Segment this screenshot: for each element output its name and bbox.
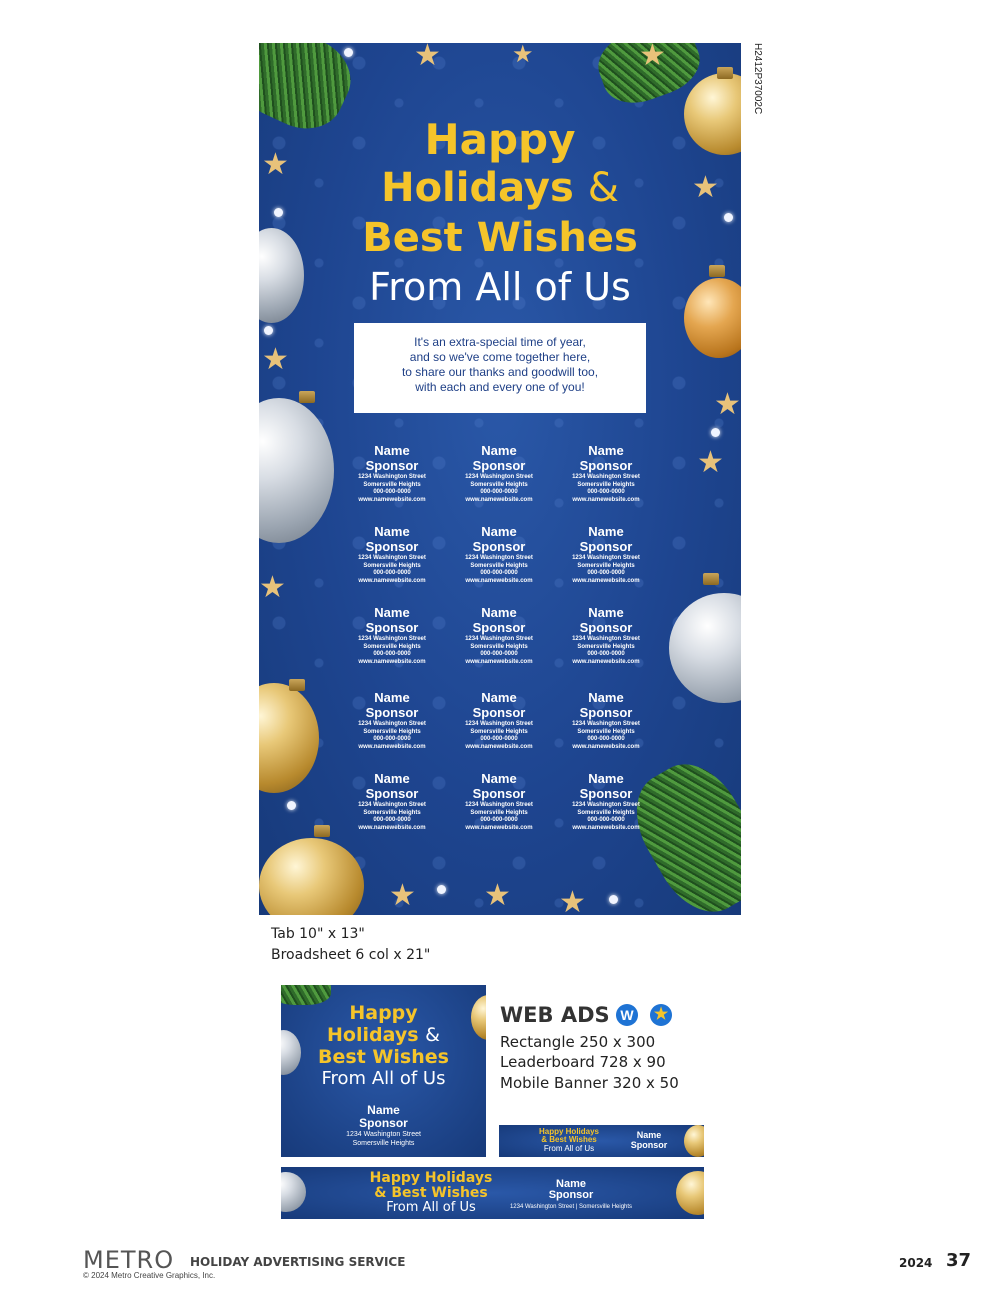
sponsor-phone: 000-000-0000 — [373, 489, 411, 495]
star-icon: ★ — [262, 148, 289, 181]
web-ad-mobile-banner — [499, 1125, 704, 1157]
sponsor-street: 1234 Washington Street — [358, 555, 426, 561]
sponsor-listing — [556, 771, 656, 832]
sponsor-street: 1234 Washington Street — [358, 636, 426, 642]
sponsor-name: Name — [588, 443, 624, 458]
sponsor-title: Sponsor — [472, 786, 526, 801]
size-leaderboard: Leaderboard 728 x 90 — [500, 1053, 666, 1071]
star-icon: ★ — [414, 43, 441, 72]
main-ad — [259, 43, 741, 915]
sponsor-city: Somersville Heights — [363, 643, 421, 650]
leader-headline-3: From All of Us — [386, 1200, 476, 1215]
web-ad-rectangle — [281, 985, 486, 1157]
sponsor-title: Sponsor — [365, 620, 419, 635]
star-icon: ★ — [692, 171, 719, 204]
sponsor-website: www.namewebsite.com — [465, 824, 533, 831]
sponsor-city: Somersville Heights — [363, 481, 421, 488]
star-icon: ★ — [389, 879, 416, 912]
sponsor-website: www.namewebsite.com — [358, 824, 426, 831]
sponsor-street: 1234 Washington Street — [572, 636, 640, 642]
sponsor-street: 1234 Washington Street — [572, 555, 640, 561]
sponsor-name: Name — [588, 524, 624, 539]
sponsor-name: Name — [481, 605, 517, 620]
rect-sponsor-title: Sponsor — [359, 1116, 408, 1130]
footer-year: 2024 — [899, 1256, 933, 1270]
sponsor-city: Somersville Heights — [577, 809, 635, 816]
sponsor-listing — [449, 690, 549, 751]
sponsor-website: www.namewebsite.com — [572, 577, 640, 584]
mobile-sponsor-title: Sponsor — [630, 1140, 668, 1150]
mobile-sponsor-name: Name — [636, 1130, 662, 1140]
gold-ornament — [676, 1171, 704, 1215]
sponsor-title: Sponsor — [472, 620, 526, 635]
sponsor-name: Name — [481, 443, 517, 458]
star-icon: ★ — [484, 879, 511, 912]
sponsor-title: Sponsor — [365, 705, 419, 720]
headline-from-all-of-us: From All of Us — [369, 265, 631, 309]
sponsor-website: www.namewebsite.com — [572, 496, 640, 503]
sponsor-phone: 000-000-0000 — [480, 817, 518, 823]
sponsor-title: Sponsor — [579, 705, 633, 720]
sponsor-name: Name — [588, 605, 624, 620]
rect-headline-holidays — [281, 1024, 486, 1046]
sponsor-name: Name — [374, 524, 410, 539]
star-icon: ★ — [714, 388, 741, 421]
sponsor-city: Somersville Heights — [363, 809, 421, 816]
sponsor-phone: 000-000-0000 — [587, 489, 625, 495]
message-box — [354, 323, 646, 413]
star-badge-icon: ★ — [650, 1004, 672, 1026]
snow-dot — [437, 885, 446, 894]
sponsor-street: 1234 Washington Street — [572, 802, 640, 808]
sponsor-city: Somersville Heights — [577, 643, 635, 650]
sponsor-phone: 000-000-0000 — [587, 651, 625, 657]
snow-dot — [344, 48, 353, 57]
sponsor-phone: 000-000-0000 — [480, 651, 518, 657]
web-ad-leaderboard — [281, 1167, 704, 1219]
sponsor-listing — [342, 524, 442, 585]
sponsor-name: Name — [374, 605, 410, 620]
rect-ampersand: & — [425, 1024, 440, 1046]
sponsor-listing — [342, 605, 442, 666]
star-icon: ★ — [639, 43, 666, 72]
sponsor-website: www.namewebsite.com — [465, 658, 533, 665]
star-icon: ★ — [559, 886, 586, 915]
headline-happy: Happy — [424, 115, 576, 164]
sponsor-listing — [449, 771, 549, 832]
sponsor-website: www.namewebsite.com — [358, 496, 426, 503]
page-number: 37 — [946, 1250, 972, 1271]
sponsor-title: Sponsor — [365, 458, 419, 473]
sponsor-website: www.namewebsite.com — [572, 824, 640, 831]
rect-city: Somersville Heights — [352, 1140, 415, 1147]
sponsor-city: Somersville Heights — [470, 643, 528, 650]
mobile-headline-1: Happy Holidays — [538, 1127, 599, 1136]
sponsor-listing — [342, 443, 442, 504]
sponsor-street: 1234 Washington Street — [465, 474, 533, 480]
sponsor-city: Somersville Heights — [470, 481, 528, 488]
sponsor-name: Name — [481, 771, 517, 786]
rect-headline-best-wishes: Best Wishes — [318, 1046, 449, 1068]
sponsor-website: www.namewebsite.com — [465, 496, 533, 503]
sponsor-title: Sponsor — [579, 539, 633, 554]
mobile-headline-2: & Best Wishes — [541, 1135, 597, 1144]
sponsor-listing — [449, 524, 549, 585]
sponsor-website: www.namewebsite.com — [358, 743, 426, 750]
product-code: H2412P37002C — [752, 43, 763, 115]
rect-holidays-text: Holidays — [327, 1024, 419, 1046]
sponsor-city: Somersville Heights — [577, 562, 635, 569]
sponsor-title: Sponsor — [365, 539, 419, 554]
star-icon: ★ — [512, 43, 534, 68]
sponsor-title: Sponsor — [472, 458, 526, 473]
message-line: It's an extra-special time of year, — [414, 335, 586, 349]
metro-logo: METRO — [83, 1246, 175, 1274]
sponsor-street: 1234 Washington Street — [465, 802, 533, 808]
snow-dot — [287, 801, 296, 810]
sponsor-street: 1234 Washington Street — [358, 474, 426, 480]
size-mobile-banner: Mobile Banner 320 x 50 — [500, 1074, 679, 1092]
leader-headline-2: & Best Wishes — [374, 1185, 488, 1201]
ornament-cap — [717, 67, 733, 79]
sponsor-phone: 000-000-0000 — [373, 570, 411, 576]
sponsor-listing — [449, 605, 549, 666]
sponsor-title: Sponsor — [579, 458, 633, 473]
silver-ornament — [281, 1172, 306, 1212]
sponsor-city: Somersville Heights — [577, 481, 635, 488]
service-name: HOLIDAY ADVERTISING SERVICE — [190, 1255, 406, 1269]
rect-street: 1234 Washington Street — [346, 1131, 421, 1138]
sponsor-title: Sponsor — [472, 539, 526, 554]
headline-best-wishes: Best Wishes — [362, 215, 638, 261]
star-icon: ★ — [262, 343, 289, 376]
headline-holidays-text: Holidays — [381, 165, 574, 211]
sponsor-listing — [556, 443, 656, 504]
sponsor-name: Name — [374, 690, 410, 705]
sponsor-title: Sponsor — [365, 786, 419, 801]
rect-sponsor-name: Name — [367, 1103, 400, 1117]
message-line: with each and every one of you! — [415, 380, 585, 394]
mobile-headline-3: From All of Us — [543, 1144, 595, 1153]
leader-headline-1: Happy Holidays — [369, 1170, 493, 1186]
sponsor-phone: 000-000-0000 — [373, 651, 411, 657]
sponsor-street: 1234 Washington Street — [358, 721, 426, 727]
sponsor-phone: 000-000-0000 — [480, 736, 518, 742]
rect-headline-from-all: From All of Us — [321, 1068, 446, 1089]
sponsor-title: Sponsor — [579, 620, 633, 635]
sponsor-name: Name — [588, 771, 624, 786]
sponsor-city: Somersville Heights — [470, 562, 528, 569]
sponsor-street: 1234 Washington Street — [465, 721, 533, 727]
snow-dot — [609, 895, 618, 904]
sponsor-phone: 000-000-0000 — [480, 489, 518, 495]
ornament-cap — [314, 825, 330, 837]
sponsor-name: Name — [481, 524, 517, 539]
size-rectangle: Rectangle 250 x 300 — [500, 1033, 656, 1051]
sponsor-name: Name — [481, 690, 517, 705]
sponsor-website: www.namewebsite.com — [358, 658, 426, 665]
sponsor-phone: 000-000-0000 — [373, 817, 411, 823]
sponsor-street: 1234 Washington Street — [465, 636, 533, 642]
sponsor-listing — [556, 605, 656, 666]
sponsor-listing — [556, 690, 656, 751]
message-line: and so we've come together here, — [409, 350, 591, 364]
sponsor-website: www.namewebsite.com — [358, 577, 426, 584]
sponsor-website: www.namewebsite.com — [572, 658, 640, 665]
sponsor-website: www.namewebsite.com — [465, 577, 533, 584]
sponsor-website: www.namewebsite.com — [572, 743, 640, 750]
sponsor-city: Somersville Heights — [363, 728, 421, 735]
web-ads-title: WEB ADS — [500, 1003, 610, 1027]
sponsor-street: 1234 Washington Street — [572, 474, 640, 480]
gold-ornament — [684, 1125, 704, 1157]
sponsor-phone: 000-000-0000 — [480, 570, 518, 576]
sponsor-street: 1234 Washington Street — [572, 721, 640, 727]
sponsor-name: Name — [374, 771, 410, 786]
snow-dot — [264, 326, 273, 335]
star-icon: ★ — [259, 571, 286, 604]
sponsor-listing — [342, 690, 442, 751]
message-line: to share our thanks and goodwill too, — [401, 365, 599, 379]
sponsor-listing — [449, 443, 549, 504]
sponsor-phone: 000-000-0000 — [587, 736, 625, 742]
sponsor-listing — [342, 771, 442, 832]
sponsor-phone: 000-000-0000 — [587, 817, 625, 823]
leader-address: 1234 Washington Street | Somersville Heights — [509, 1204, 633, 1210]
sponsor-city: Somersville Heights — [470, 728, 528, 735]
web-badge-icon: W — [616, 1004, 638, 1026]
sponsor-title: Sponsor — [472, 705, 526, 720]
sponsor-street: 1234 Washington Street — [358, 802, 426, 808]
size-note-broadsheet: Broadsheet 6 col x 21" — [271, 947, 431, 963]
sponsor-name: Name — [588, 690, 624, 705]
headline-ampersand: & — [587, 165, 619, 211]
sponsor-phone: 000-000-0000 — [373, 736, 411, 742]
ornament-cap — [703, 573, 719, 585]
leader-sponsor-title: Sponsor — [548, 1189, 594, 1201]
sponsor-phone: 000-000-0000 — [587, 570, 625, 576]
snow-dot — [711, 428, 720, 437]
rect-headline-happy: Happy — [349, 1002, 418, 1024]
sponsor-city: Somersville Heights — [470, 809, 528, 816]
copyright: © 2024 Metro Creative Graphics, Inc. — [83, 1271, 216, 1280]
sponsor-city: Somersville Heights — [363, 562, 421, 569]
sponsor-name: Name — [374, 443, 410, 458]
sponsor-website: www.namewebsite.com — [465, 743, 533, 750]
sponsor-title: Sponsor — [579, 786, 633, 801]
ornament-cap — [299, 391, 315, 403]
star-icon: ★ — [697, 446, 724, 479]
size-note-tab: Tab 10" x 13" — [271, 926, 365, 942]
leader-sponsor-name: Name — [556, 1178, 586, 1190]
ornament-cap — [289, 679, 305, 691]
headline-holidays — [259, 165, 741, 211]
sponsor-listing — [556, 524, 656, 585]
sponsor-city: Somersville Heights — [577, 728, 635, 735]
sponsor-street: 1234 Washington Street — [465, 555, 533, 561]
